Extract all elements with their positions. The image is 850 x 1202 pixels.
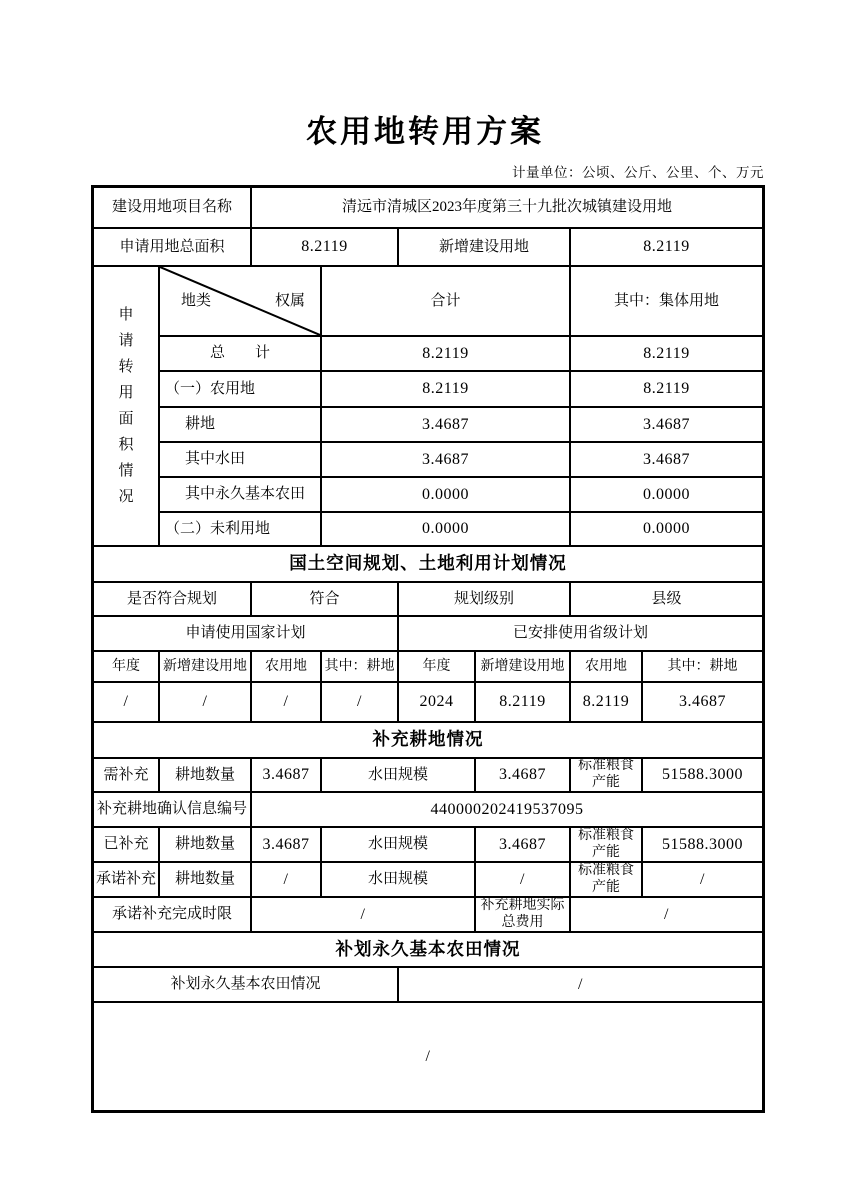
national-plan-header: 申请使用国家计划 (94, 617, 399, 652)
plan-column-header: 年度 (94, 652, 160, 683)
cultivated-qty-value: / (252, 863, 322, 898)
plan-column-header: 农用地 (252, 652, 322, 683)
plan-value-cell: 8.2119 (476, 683, 571, 723)
promise-deadline-label: 承诺补充完成时限 (94, 898, 252, 933)
paddy-scale-label: 水田规模 (322, 863, 476, 898)
promise-deadline-value: / (252, 898, 476, 933)
conversion-side-label (94, 267, 160, 547)
new-construction-land-label: 新增建设用地 (399, 229, 571, 267)
form-grid (94, 188, 762, 1110)
page-title: 农用地转用方案 (306, 114, 544, 149)
confirm-number-label: 补充耕地确认信息编号 (94, 793, 252, 828)
conversion-row-label: 耕地 (160, 408, 322, 443)
plan-value-cell: 3.4687 (643, 683, 762, 723)
plan-value-cell: / (94, 683, 160, 723)
provincial-plan-header: 已安排使用省级计划 (399, 617, 762, 652)
farmland-status-label: 补划永久基本农田情况 (94, 968, 399, 1003)
supplement-need-label: 需补充 (94, 759, 160, 793)
plan-value-cell: / (322, 683, 399, 723)
grain-capacity-label: 标准粮食产能 (571, 828, 643, 863)
plan-column-header: 年度 (399, 652, 476, 683)
conversion-row-label: 总 计 (160, 337, 322, 372)
grain-capacity-label: 标准粮食产能 (571, 863, 643, 898)
conversion-row-total: 0.0000 (322, 478, 571, 513)
paddy-scale-label: 水田规模 (322, 759, 476, 793)
plan-column-header: 其中：耕地 (643, 652, 762, 683)
conversion-row-collective: 8.2119 (571, 372, 762, 408)
grain-capacity-label: 标准粮食产能 (571, 759, 643, 793)
planning-section-header: 国土空间规划、土地利用计划情况 (94, 547, 762, 583)
conversion-row-total: 0.0000 (322, 513, 571, 547)
conversion-row-total: 8.2119 (322, 337, 571, 372)
new-construction-land-value: 8.2119 (571, 229, 762, 267)
cultivated-qty-label: 耕地数量 (160, 759, 252, 793)
planning-level-label: 规划级别 (399, 583, 571, 617)
total-area-value: 8.2119 (252, 229, 399, 267)
paddy-scale-value: / (476, 863, 571, 898)
diagonal-label-ownership: 权属 (274, 292, 305, 309)
grain-capacity-value: / (643, 863, 762, 898)
diagonal-label-land-type: 地类 (181, 292, 212, 309)
paddy-scale-label: 水田规模 (322, 828, 476, 863)
plan-column-header: 其中：耕地 (322, 652, 399, 683)
diagonal-header-cell (160, 267, 322, 337)
plan-value-cell: / (160, 683, 252, 723)
total-area-label: 申请用地总面积 (94, 229, 252, 267)
conversion-row-collective: 0.0000 (571, 478, 762, 513)
cultivated-qty-value: 3.4687 (252, 759, 322, 793)
grain-capacity-value: 51588.3000 (643, 828, 762, 863)
conversion-row-label: 其中水田 (160, 443, 322, 478)
conform-planning-label: 是否符合规划 (94, 583, 252, 617)
cultivated-qty-label: 耕地数量 (160, 828, 252, 863)
conversion-row-total: 3.4687 (322, 443, 571, 478)
farmland-section-header: 补划永久基本农田情况 (94, 933, 762, 968)
plan-value-cell: 8.2119 (571, 683, 643, 723)
project-name-value: 清远市清城区2023年度第三十九批次城镇建设用地 (252, 188, 762, 229)
conversion-row-collective: 0.0000 (571, 513, 762, 547)
conform-planning-value: 符合 (252, 583, 399, 617)
conversion-row-label: （一）农用地 (160, 372, 322, 408)
plan-value-cell: 2024 (399, 683, 476, 723)
conversion-side-label-text: 申请转用面积情况 (118, 307, 134, 505)
conversion-row-total: 3.4687 (322, 408, 571, 443)
column-header-collective: 其中：集体用地 (571, 267, 762, 337)
confirm-number-value: 440000202419537095 (252, 793, 762, 828)
column-header-total: 合计 (322, 267, 571, 337)
conversion-row-label: （二）未利用地 (160, 513, 322, 547)
plan-column-header: 农用地 (571, 652, 643, 683)
cultivated-qty-label: 耕地数量 (160, 863, 252, 898)
planning-level-value: 县级 (571, 583, 762, 617)
plan-column-header: 新增建设用地 (476, 652, 571, 683)
farmland-status-value: / (399, 968, 762, 1003)
cultivated-qty-value: 3.4687 (252, 828, 322, 863)
plan-value-cell: / (252, 683, 322, 723)
supplement-promise-label: 承诺补充 (94, 863, 160, 898)
paddy-scale-value: 3.4687 (476, 828, 571, 863)
conversion-row-label: 其中永久基本农田 (160, 478, 322, 513)
grain-capacity-value: 51588.3000 (643, 759, 762, 793)
paddy-scale-value: 3.4687 (476, 759, 571, 793)
conversion-row-collective: 3.4687 (571, 443, 762, 478)
actual-cost-value: / (571, 898, 762, 933)
supplement-section-header: 补充耕地情况 (94, 723, 762, 759)
project-name-label: 建设用地项目名称 (94, 188, 252, 229)
conversion-row-total: 8.2119 (322, 372, 571, 408)
form-table (91, 185, 765, 1113)
measurement-unit-note: 计量单位：公顷、公斤、公里、个、万元 (512, 165, 764, 180)
conversion-row-collective: 3.4687 (571, 408, 762, 443)
actual-cost-label: 补充耕地实际总费用 (476, 898, 571, 933)
plan-column-header: 新增建设用地 (160, 652, 252, 683)
supplement-done-label: 已补充 (94, 828, 160, 863)
farmland-remark-cell: / (425, 1047, 431, 1065)
conversion-row-collective: 8.2119 (571, 337, 762, 372)
